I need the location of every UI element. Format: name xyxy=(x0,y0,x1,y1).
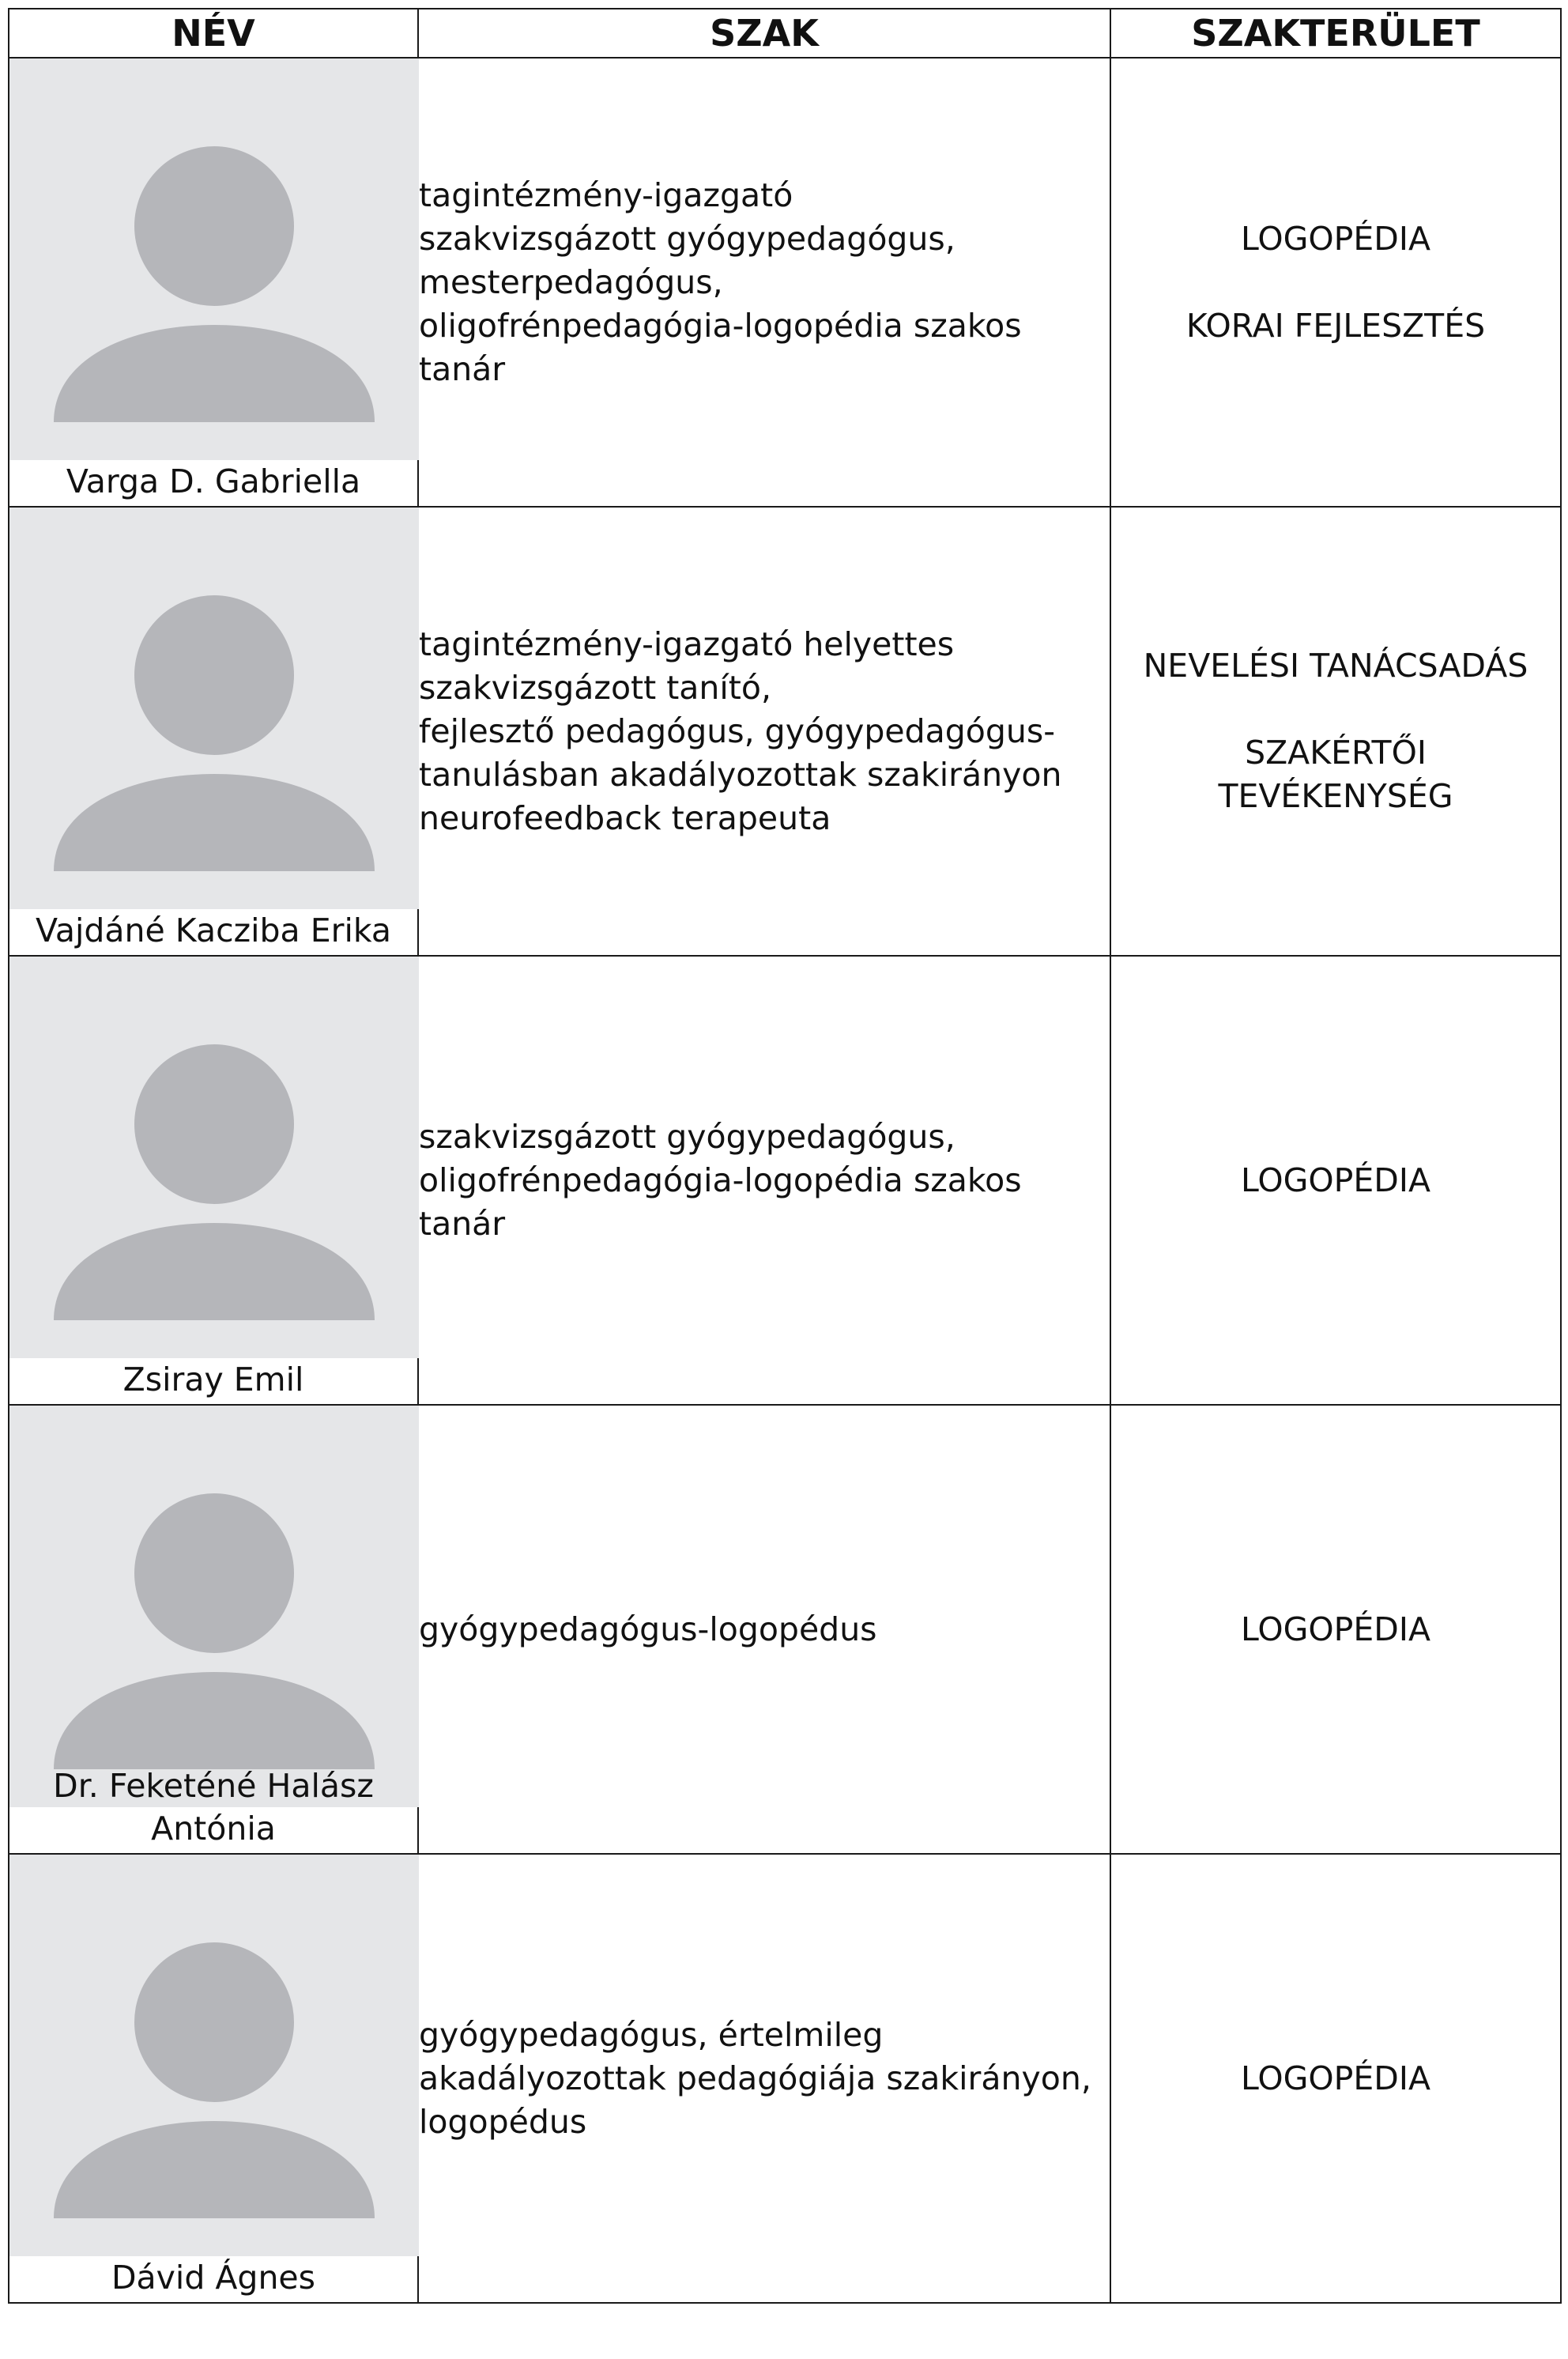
szak-line: szakvizsgázott gyógypedagógus, xyxy=(419,1117,956,1156)
avatar-body xyxy=(54,2121,375,2218)
avatar xyxy=(9,1406,419,1807)
header-szak: SZAK xyxy=(418,9,1110,58)
szakterulet-cell xyxy=(1110,1854,1561,2303)
szak-cell xyxy=(418,1405,1110,1854)
person-placeholder-icon xyxy=(9,1855,419,2256)
szak-line: akadályozottak pedagógiája szakirányon, xyxy=(419,2059,1091,2097)
avatar-head xyxy=(134,1493,294,1653)
name-cell xyxy=(9,1854,418,2303)
avatar xyxy=(9,508,419,909)
szak-line: tagintézmény-igazgató xyxy=(419,176,793,214)
avatar-body xyxy=(54,1223,375,1320)
szak-cell xyxy=(418,507,1110,956)
szakterulet-line: LOGOPÉDIA xyxy=(1240,1610,1431,1648)
person-name: Zsiray Emil xyxy=(122,1361,304,1398)
table-header-row xyxy=(9,9,1561,58)
staff-table xyxy=(8,8,1562,2304)
avatar-head xyxy=(134,146,294,306)
avatar-head xyxy=(134,1044,294,1204)
header-nev: NÉV xyxy=(9,9,418,58)
avatar xyxy=(9,59,419,460)
avatar-head xyxy=(134,595,294,755)
avatar-body xyxy=(54,774,375,871)
szakterulet-gap xyxy=(1111,688,1560,731)
name-cell xyxy=(9,507,418,956)
szak-line: tanár xyxy=(419,1204,506,1243)
szak-line: logopédus xyxy=(419,2102,587,2141)
avatar-head xyxy=(134,1942,294,2102)
table-row xyxy=(9,1854,1561,2303)
szakterulet-cell xyxy=(1110,507,1561,956)
table-row xyxy=(9,1405,1561,1854)
person-placeholder-icon xyxy=(9,1406,419,1807)
name-cell xyxy=(9,1405,418,1854)
name-cell xyxy=(9,58,418,507)
szak-line: tanár xyxy=(419,349,506,388)
szak-cell xyxy=(418,956,1110,1405)
szakterulet-gap xyxy=(1111,261,1560,304)
avatar xyxy=(9,957,419,1358)
szakterulet-line: LOGOPÉDIA xyxy=(1240,2059,1431,2097)
person-name-line: Dr. Feketéné Halász xyxy=(53,1767,374,1805)
person-placeholder-icon xyxy=(9,957,419,1358)
avatar xyxy=(9,1855,419,2256)
szak-cell xyxy=(418,1854,1110,2303)
szak-line: oligofrénpedagógia-logopédia szakos xyxy=(419,1161,1022,1199)
person-name: Varga D. Gabriella xyxy=(66,462,361,500)
szakterulet-line: KORAI FEJLESZTÉS xyxy=(1185,306,1486,345)
szakterulet-line: LOGOPÉDIA xyxy=(1240,219,1431,258)
szak-line: fejlesztő pedagógus, gyógypedagógus- xyxy=(419,711,1056,750)
table-row xyxy=(9,507,1561,956)
person-name xyxy=(9,1765,417,1850)
szakterulet-line: TEVÉKENYSÉG xyxy=(1218,777,1453,815)
table-row xyxy=(9,58,1561,507)
person-placeholder-icon xyxy=(9,508,419,909)
szak-line: szakvizsgázott tanító, xyxy=(419,668,771,707)
szak-line: gyógypedagógus, értelmileg xyxy=(419,2015,884,2054)
szak-line: neurofeedback terapeuta xyxy=(419,798,831,837)
person-name-line: Antónia xyxy=(151,1810,276,1848)
szakterulet-line: NEVELÉSI TANÁCSADÁS xyxy=(1143,647,1528,685)
szakterulet-line: SZAKÉRTŐI xyxy=(1245,734,1427,772)
szakterulet-cell xyxy=(1110,956,1561,1405)
table-row xyxy=(9,956,1561,1405)
szak-line: oligofrénpedagógia-logopédia szakos xyxy=(419,306,1022,345)
szak-line: mesterpedagógus, xyxy=(419,262,723,301)
header-szakterulet: SZAKTERÜLET xyxy=(1110,9,1561,58)
person-placeholder-icon xyxy=(9,59,419,460)
name-cell xyxy=(9,956,418,1405)
szak-cell xyxy=(418,58,1110,507)
person-name: Dávid Ágnes xyxy=(111,2259,316,2297)
avatar-body xyxy=(54,1672,375,1769)
person-name: Vajdáné Kacziba Erika xyxy=(36,912,391,949)
szak-line: tagintézmény-igazgató helyettes xyxy=(419,625,955,663)
szak-line: tanulásban akadályozottak szakirányon xyxy=(419,755,1062,794)
szakterulet-cell xyxy=(1110,58,1561,507)
szakterulet-line: LOGOPÉDIA xyxy=(1240,1161,1431,1199)
szakterulet-cell xyxy=(1110,1405,1561,1854)
szak-line: gyógypedagógus-logopédus xyxy=(419,1610,877,1648)
avatar-body xyxy=(54,325,375,422)
szak-line: szakvizsgázott gyógypedagógus, xyxy=(419,219,956,258)
